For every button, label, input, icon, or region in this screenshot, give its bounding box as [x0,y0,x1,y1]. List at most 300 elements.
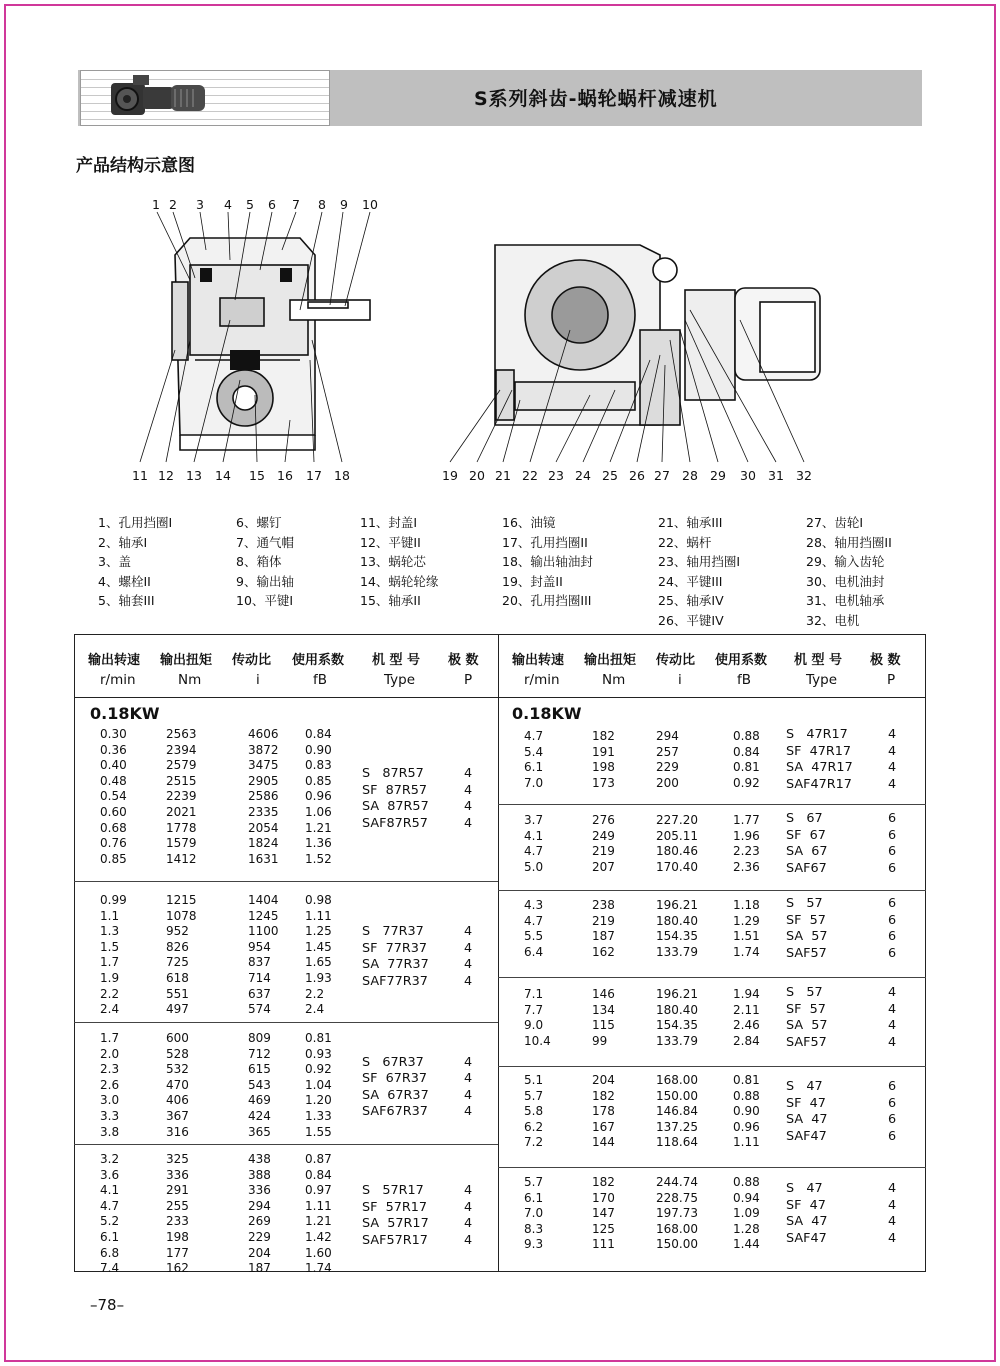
pole-column [888,1079,896,1145]
callout: 15 [249,468,265,483]
table-cell: 162 [592,944,615,959]
table-cell: 1.42 [305,1229,332,1244]
table-cell: 180.40 [656,1002,698,1017]
power-label-left: 0.18KW [90,704,160,723]
structure-diagram [120,190,840,490]
model-type: SA 87R57 [362,799,429,815]
col-unit: i [678,672,682,688]
table-cell: 1631 [248,851,279,866]
table-cell: 2905 [248,773,279,788]
model-type: SAF57R17 [362,1232,428,1248]
legend-item: 17、孔用挡圈II [502,534,588,550]
table-cell: 99 [592,1033,608,1048]
table-cell: 3872 [248,742,279,757]
table-cell: 133.79 [656,1033,698,1048]
table-cell: 6.1 [524,1190,544,1205]
table-cell: 528 [166,1046,189,1061]
legend-item: 29、输入齿轮 [806,554,885,570]
table-cell: 325 [166,1152,189,1166]
table-cell: 316 [166,1124,189,1139]
table-cell: 269 [248,1214,271,1229]
table-cell: 1.25 [305,924,332,939]
table-cell: 1.1 [100,908,120,923]
table-cell: 532 [166,1062,189,1077]
table-column [733,813,769,875]
table-cell: 3.2 [100,1152,120,1166]
legend-item: 15、轴承II [360,593,421,609]
table-cell: 200 [656,775,679,790]
callout: 7 [292,197,300,212]
table-cell: 0.84 [305,1167,332,1182]
legend-item: 8、箱体 [236,554,282,570]
model-type: SF 77R37 [362,940,428,956]
pole-column [888,727,896,793]
legend-column [502,513,593,611]
callout: 28 [682,468,698,483]
model-type: SAF87R57 [362,815,428,831]
table-cell: 291 [166,1183,189,1198]
pole-count: 4 [464,782,473,798]
table-cell: 574 [248,1002,271,1017]
table-cell: 2.46 [733,1018,760,1033]
model-type: SF 67R37 [362,1071,428,1087]
model-type: S 77R37 [362,924,424,940]
table-cell: 5.7 [524,1088,544,1103]
page-number: –78– [90,1296,125,1314]
table-cell: 196.21 [656,987,698,1001]
type-column [362,1183,429,1249]
callout: 24 [575,468,591,483]
table-column [100,893,134,1018]
table-cell: 4.7 [524,913,544,928]
table-cell: 1078 [166,908,197,923]
pole-column [888,1181,896,1247]
legend-column [98,513,172,611]
table-cell: 954 [248,939,271,954]
table-cell: 1778 [166,820,197,835]
pole-count: 4 [888,1230,897,1246]
callout: 11 [132,468,148,483]
callout: 3 [196,197,204,212]
model-type: SAF47 [786,1230,827,1246]
table-cell: 5.2 [100,1214,120,1229]
table-cell: 1.11 [733,1135,760,1150]
table-cell: 1.93 [305,970,332,985]
table-column [733,987,769,1049]
col-header: 输出转速 [88,653,141,668]
table-cell: 0.81 [733,760,760,775]
col-header: 输出转速 [512,653,565,668]
callout: 19 [442,468,458,483]
table-cell: 0.88 [733,729,760,743]
pole-column [464,1183,472,1249]
col-header: 输出扭矩 [160,653,213,668]
type-column [786,985,828,1051]
table-column [248,1031,288,1140]
model-type: SAF47R17 [786,776,852,792]
table-cell: 2586 [248,789,279,804]
table-cell: 146.84 [656,1104,698,1119]
power-label-right: 0.18KW [512,704,582,723]
pole-column [888,896,896,962]
table-cell: 1.29 [733,913,760,928]
callout: 2 [169,197,177,212]
model-type: S 47R17 [786,727,848,743]
table-cell: 238 [592,898,615,912]
callout: 26 [629,468,645,483]
table-cell: 4.7 [524,729,544,743]
legend-item: 32、电机 [806,612,860,628]
page-title: S系列斜齿-蜗轮蜗杆减速机 [474,88,718,110]
table-cell: 1.7 [100,1031,120,1045]
table-cell: 276 [592,813,615,827]
table-cell: 1.9 [100,970,120,985]
legend-item: 5、轴套III [98,593,155,609]
callout: 12 [158,468,174,483]
legend-item: 6、螺钉 [236,515,282,530]
col-header: 机 型 号 [372,653,421,668]
table-cell: 7.0 [524,1206,544,1221]
table-column [524,729,558,791]
table-cell: 1824 [248,836,279,851]
table-cell: 6.1 [524,760,544,775]
table-column [656,898,702,960]
table-cell: 9.3 [524,1237,544,1252]
model-type: SA 77R37 [362,957,429,973]
table-cell: 952 [166,924,189,939]
table-cell: 497 [166,1002,189,1017]
pole-column [464,1055,472,1121]
table-cell: 2.36 [733,859,760,874]
table-column [733,1175,769,1253]
legend-item: 18、输出轴油封 [502,554,593,570]
model-type: SF 67 [786,827,826,843]
model-type: SAF67R37 [362,1104,428,1120]
table-cell: 0.76 [100,836,127,851]
pole-count: 4 [888,776,897,792]
table-cell: 1.21 [305,820,332,835]
table-cell: 2.6 [100,1077,120,1092]
table-column [656,813,702,875]
table-cell: 0.85 [305,773,332,788]
table-cell: 600 [166,1031,189,1045]
legend-item: 31、电机轴承 [806,593,885,609]
table-cell: 0.88 [733,1175,760,1189]
callout: 8 [318,197,326,212]
pole-count: 4 [464,940,473,956]
col-header: 输出扭矩 [584,653,637,668]
table-column [305,1152,341,1277]
table-cell: 4.7 [524,844,544,859]
table-cell: 177 [166,1245,189,1260]
table-cell: 6.2 [524,1119,544,1134]
table-cell: 1.5 [100,939,120,954]
callout: 6 [268,197,276,212]
table-cell: 1404 [248,893,279,907]
table-cell: 2563 [166,727,197,741]
table-cell: 2239 [166,789,197,804]
model-type: SAF57 [786,945,827,961]
table-cell: 249 [592,828,615,843]
table-cell: 1.3 [100,924,120,939]
table-cell: 2.2 [100,986,120,1001]
table-cell: 2.84 [733,1033,760,1048]
table-cell: 1.96 [733,828,760,843]
table-cell: 0.48 [100,773,127,788]
table-cell: 0.98 [305,893,332,907]
model-type: S 47 [786,1181,823,1196]
table-cell: 168.00 [656,1221,698,1236]
table-cell: 365 [248,1124,271,1139]
callout: 14 [215,468,231,483]
legend-item: 9、输出轴 [236,573,294,589]
legend-item: 13、蜗轮芯 [360,554,426,570]
callout: 21 [495,468,511,483]
table-cell: 118.64 [656,1135,698,1150]
table-cell: 3.6 [100,1167,120,1182]
legend-item: 21、轴承III [658,515,723,530]
table-cell: 111 [592,1237,615,1252]
callout: 16 [277,468,293,483]
legend-item: 20、孔用挡圈III [502,593,592,609]
table-cell: 257 [656,744,679,759]
table-cell: 0.96 [733,1119,760,1134]
table-cell: 388 [248,1167,271,1182]
table-cell: 2.23 [733,844,760,859]
col-unit: Type [806,672,838,688]
table-cell: 1.60 [305,1245,332,1260]
group-separator [498,1066,926,1067]
legend-column [658,513,740,631]
callout: 13 [186,468,202,483]
col-header: 机 型 号 [794,653,843,668]
table-cell: 438 [248,1152,271,1166]
callout: 1 [152,197,160,212]
table-cell: 336 [248,1183,271,1198]
table-column [592,898,628,960]
table-column [100,727,134,867]
table-cell: 2021 [166,804,197,819]
legend-item: 14、蜗轮轮缘 [360,573,439,589]
table-cell: 1412 [166,851,197,866]
callout: 22 [522,468,538,483]
table-cell: 150.00 [656,1237,698,1252]
table-cell: 0.36 [100,742,127,757]
model-type: SF 47R17 [786,743,852,759]
table-cell: 543 [248,1077,271,1092]
table-column [592,813,628,875]
group-separator [498,977,926,978]
model-type: S 57 [786,985,823,1001]
table-column [166,1152,202,1277]
table-cell: 7.4 [100,1261,120,1276]
table-column [305,1031,341,1140]
callout: 32 [796,468,812,483]
table-cell: 725 [166,955,189,970]
table-cell: 2579 [166,758,197,773]
model-type: S 67 [786,811,823,827]
type-column [786,811,828,877]
pole-column [888,985,896,1051]
table-cell: 7.2 [524,1135,544,1150]
table-column [656,1073,702,1151]
table-cell: 0.40 [100,758,127,773]
table-cell: 406 [166,1093,189,1108]
group-separator [74,1144,498,1145]
pole-count: 6 [888,929,897,945]
table-cell: 204 [248,1245,271,1260]
model-type: S 67R37 [362,1054,424,1070]
table-column [100,1031,134,1140]
model-type: SAF47 [786,1128,827,1144]
table-cell: 125 [592,1221,615,1236]
table-cell: 233 [166,1214,189,1229]
table-column [592,987,628,1049]
table-cell: 6.1 [100,1229,120,1244]
table-cell: 207 [592,859,615,874]
table-cell: 147 [592,1206,615,1221]
group-separator [498,890,926,891]
legend-item: 16、油镜 [502,515,556,530]
callout: 18 [334,468,350,483]
pole-count: 4 [888,760,897,776]
callout: 10 [362,197,378,212]
model-type: S 57R17 [362,1183,424,1199]
table-cell: 204 [592,1073,615,1087]
table-cell: 469 [248,1093,271,1108]
table-column [656,729,702,791]
pole-count: 4 [888,1018,897,1034]
table-cell: 1.20 [305,1093,332,1108]
table-cell: 0.88 [733,1088,760,1103]
pole-count: 4 [464,1071,473,1087]
table-cell: 178 [592,1104,615,1119]
model-type: SAF67 [786,860,827,876]
pole-count: 4 [888,1001,897,1017]
table-cell: 837 [248,955,271,970]
pole-count: 4 [464,1199,473,1215]
group-separator [74,1022,498,1023]
pole-count: 6 [888,1079,897,1094]
table-cell: 9.0 [524,1018,544,1033]
table-cell: 150.00 [656,1088,698,1103]
model-type: SAF77R37 [362,973,428,989]
table-cell: 244.74 [656,1175,698,1189]
table-cell: 180.40 [656,913,698,928]
table-cell: 2.3 [100,1062,120,1077]
table-cell: 1.09 [733,1206,760,1221]
col-header: 传动比 [232,653,272,668]
table-column [524,813,558,875]
table-cell: 0.81 [733,1073,760,1087]
table-cell: 5.7 [524,1175,544,1189]
table-cell: 1.65 [305,955,332,970]
pole-count: 4 [464,1183,473,1199]
table-column [166,1031,202,1140]
model-type: S 57 [786,896,823,912]
table-cell: 2515 [166,773,197,788]
table-cell: 0.84 [733,744,760,759]
table-column [524,898,558,960]
table-cell: 2335 [248,804,279,819]
table-column [524,1073,558,1151]
table-cell: 0.84 [305,727,332,741]
table-cell: 154.35 [656,929,698,944]
table-cell: 187 [592,929,615,944]
legend-item: 22、蜗杆 [658,534,712,550]
col-unit: P [887,672,896,688]
pole-count: 4 [464,799,473,815]
model-type: SF 57 [786,1001,826,1017]
table-cell: 4.3 [524,898,544,912]
table-cell: 0.85 [100,851,127,866]
table-cell: 1.74 [305,1261,332,1276]
table-cell: 173 [592,775,615,790]
table-cell: 1579 [166,836,197,851]
table-column [524,1175,558,1253]
table-cell: 5.0 [524,859,544,874]
legend-item: 25、轴承IV [658,593,724,609]
model-type: SF 57 [786,912,826,928]
pole-count: 6 [888,1128,897,1144]
callout: 17 [306,468,322,483]
model-type: SF 47 [786,1095,826,1111]
table-cell: 0.87 [305,1152,332,1166]
legend-item: 2、轴承I [98,534,148,550]
table-cell: 144 [592,1135,615,1150]
table-cell: 294 [248,1198,271,1213]
table-cell: 182 [592,1088,615,1103]
pole-count: 6 [888,896,897,912]
table-column [248,1152,288,1277]
col-header: 极 数 [870,653,901,668]
table-cell: 1.7 [100,955,120,970]
legend-column [360,513,438,611]
table-cell: 0.90 [733,1104,760,1119]
callout: 29 [710,468,726,483]
group-separator [74,881,498,882]
table-cell: 2054 [248,820,279,835]
table-cell: 336 [166,1167,189,1182]
table-cell: 7.0 [524,775,544,790]
pole-column [464,766,472,832]
pole-column [464,924,472,990]
pole-count: 4 [464,1104,473,1120]
model-type: SF 57R17 [362,1199,428,1215]
table-cell: 1.11 [305,1198,332,1213]
table-cell: 1.28 [733,1221,760,1236]
table-cell: 0.93 [305,1046,332,1061]
table-cell: 5.4 [524,744,544,759]
col-unit: fB [313,672,328,688]
legend-item: 7、通气帽 [236,534,294,550]
legend-item: 28、轴用挡圈II [806,534,892,550]
pole-count: 4 [888,743,897,759]
pole-count: 4 [464,1216,473,1232]
table-cell: 1.04 [305,1077,332,1092]
callout: 25 [602,468,618,483]
callout: 30 [740,468,756,483]
callout: 23 [548,468,564,483]
table-cell: 0.60 [100,804,127,819]
legend-item: 11、封盖I [360,515,418,530]
table-cell: 1.21 [305,1214,332,1229]
table-cell: 470 [166,1077,189,1092]
table-cell: 4606 [248,727,279,741]
pole-count: 4 [464,957,473,973]
type-column [786,896,828,962]
table-cell: 115 [592,1018,615,1033]
